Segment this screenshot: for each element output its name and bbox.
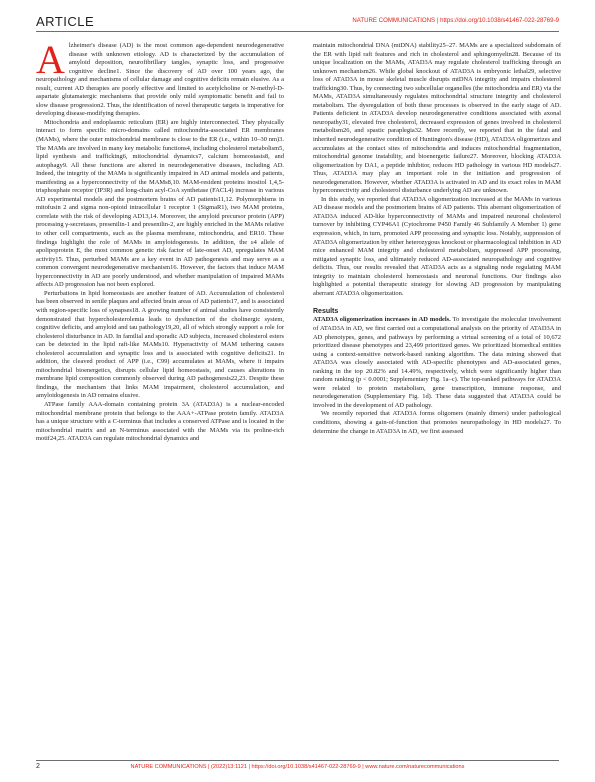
page-header	[36, 14, 559, 30]
intro-text: lzheimer's disease (AD) is the most common age-dependent neurodegenerative disease with unknown etiology. AD is characterized by the accumulation of amyloid deposition, neurofibrillary tangles, synaptic loss, and progressive cognitive decline1. Since the discovery of AD over 100 years ago, the neuropathology and mechanisms of cellular damage and cognitive deficits remain elusive. As a result, current AD therapies are poorly effective and limited to acetylcholine or N-methyl-D-aspartate glutamatergic mechanisms that provide only mild symptomatic benefit and fail to slow disease progression2. Thus, the identification of novel therapeutic targets is imperative for developing disease-modifying therapies.	[36, 42, 284, 118]
journal-reference[interactable]: NATURE COMMUNICATIONS | https://doi.org/10.1038/s41467-022-28769-9	[352, 17, 559, 24]
drop-cap: A	[36, 37, 65, 82]
header-divider	[36, 31, 559, 32]
right-column	[313, 42, 561, 436]
results-paragraph: We recently reported that ATAD3A forms oligomers (mainly dimers) under pathological conditions, showing a gain-of-function that promotes neuropathology in HD models27. To determine the change in ATAD3A in AD, we first assessed	[313, 410, 561, 435]
page-number: 2	[36, 763, 40, 770]
body-paragraph: Perturbations in lipid homeostasis are another feature of AD. Accumulation of cholesterol has been observed in senile plaques and affected brain areas of AD patients17, and is associated with region-specific loss of synapses18. A growing number of animal studies have consistently demonstrated that hypercholesterolemia leads to dysfunction of the cholinergic system, cognitive deficits, and amyloid and tau pathology19,20, all of which strongly support a role for cholesterol disturbance in AD. In familial and sporadic AD subjects, increased cholesterol esters can be detected in the lipid raft-like MAMs10. Hyperactivity of MAM tethering causes cholesterol accumulation and synaptic loss and is associated with cognitive deficits21. In addition, the cleaved product of APP (i.e., C99) accumulates at MAMs, where it impairs mitochondrial bioenergetics, disrupts cellular lipid homeostasis, and causes alterations in membrane lipid composition commonly observed during AD pathogenesis22,23. Despite these findings, the mechanism that links MAM impairment, cholesterol accumulation, and amyloidogenesis in AD remains elusive.	[36, 289, 284, 400]
results-subheading: ATAD3A oligomerization increases in AD models.	[313, 316, 451, 324]
body-paragraph: Mitochondria and endoplasmic reticulum (ER) are highly interconnected. They physically interact to form specific micro-domains called mitochondria-associated ER membranes (MAMs), where the outer mitochondrial membrane is close to the ER (i.e., within 10–30 nm)3. The MAMs are involved in many key metabolic functions4, including cholesterol metabolism5, lipid synthesis and trafficking6, mitochondrial dynamics7, calcium homeostasis8, and autophagy9. All these functions are altered in neurodegenerative diseases, including AD. Indeed, the integrity of the MAMs is significantly impaired in AD animal models and patients, manifesting as a hyperconnectivity of the MAMs8,10. MAM-resident proteins inositol 1,4,5-trisphosphate receptor (IP3R) and long-chain acyl-CoA synthetase (FACL4) increase in various AD experimental models and the postmortem brains of AD patients11,12. Polymorphisms in mitofusin 2 and sigma non-opioid intracellular 1 receptor 1 (SigmaR1), two MAM proteins, correlate with the risk of developing AD13,14. Moreover, the amyloid precursor protein (APP) processing γ-secretases, presenilin-1 and presenilin-2, are highly enriched in the MAMs relative to other cell compartments, such as the plasma membrane, mitochondria, and ER10. These findings highlight the role of MAMs in amyloidogenesis. In addition, the ε4 allele of apolipoprotein E, the most common genetic risk factor of late-onset AD, upregulates MAM activity15. Thus, perturbed MAMs are a key event in AD pathogenesis and may serve as a common convergent neurodegenerative mechanism16. However, the factors that induce MAM hyperconnectivity in AD are poorly understood, and whether manipulation of impaired MAMs affects AD progression has not been explored.	[36, 118, 284, 289]
body-paragraph: maintain mitochondrial DNA (mtDNA) stability25–27. MAMs are a specialized subdomain of the ER with lipid raft features and rich in cholesterol and sphingomyelin28. Because of its unique localization on the MAMs, ATAD3A may regulate cholesterol trafficking through an unknown mechanism26. While global knockout of ATAD3A is embryonic lethal29, selective loss of ATAD3A in mouse skeletal muscle disrupts mtDNA integrity and impairs cholesterol trafficking30. Thus, by connecting two subcellular organelles (the mitochondria and ER) via the MAMs, ATAD3A simultaneously regulates mitochondrial structure integrity and cholesterol metabolism. The dysregulation of both these processes is observed in the early stage of AD. Patients deficient in ATAD3A develop neurodegenerative conditions associated with axonal neuropathy31, elevated free cholesterol, decreased expression of genes involved in cholesterol metabolism26, and spastic paraplegia32. More recently, we reported that in the fatal and inherited neurodegenerative condition of Huntington's disease (HD), ATAD3A oligomerizes and accumulates at the contact sites of mitochondria and induces mitochondrial fragmentation, mitochondrial genome instability, and bioenergetic failure27. Moreover, blocking ATAD3A oligomerization by DA1, a peptide inhibitor, reduces HD pathology in various HD models27. Thus, ATAD3A may play an important role in the initiation and progression of neurodegeneration. However, whether ATAD3A is activated in AD and its exact roles in MAM hyperconnectivity and cholesterol disturbance underlying AD are unknown.	[313, 42, 561, 195]
left-column	[36, 37, 284, 444]
intro-paragraph	[36, 37, 284, 119]
results-paragraph	[313, 316, 561, 410]
section-label: ARTICLE	[36, 14, 95, 29]
body-paragraph: ATPase family AAA-domain containing protein 3A (ATAD3A) is a nuclear-encoded mitochondrial membrane protein that belongs to the AAA+-ATPase protein family. ATAD3A has a unique structure with a C-terminus that includes a conserved ATPase and is located in the mitochondrial matrix and an N-terminus associated with the MAMs via its proline-rich motif24,25. ATAD3A can regulate mitochondrial dynamics and	[36, 400, 284, 443]
results-heading: Results	[313, 308, 339, 316]
results-text: To investigate the molecular involvement of ATAD3A in AD, we first carried out a computational analysis on the priority of ATAD3A in AD phenotypes, genes, and pathways by performing a virtual screening of a total of 10,672 prioritized disease phenotypes and 23,499 prioritized genes. We prioritized biomedical entities using a context-sensitive network-based ranking algorithm. The data mining showed that ATAD3A was closely associated with AD-specific phenotypes and AD-associated genes, ranking in the top 20.82% and 14.49%, respectively, which were significantly higher than random ranking (p < 0.0001; Supplementary Fig. 1a–c). The top-ranked pathways for ATAD3A were related to protein metabolism, gene transcription, immune response, and neurodegeneration (Supplementary Fig. 1d). These data suggested that ATAD3A could be involved in the development of AD pathology.	[313, 316, 561, 409]
footer-divider	[36, 760, 559, 761]
body-paragraph: In this study, we reported that ATAD3A oligomerization increased at the MAMs in various AD disease models and the postmortem brains of AD patients. This aberrant oligomerization of ATAD3A induced AD-like hyperconnectivity of MAMs and impaired neuronal cholesterol turnover by inhibiting CYP46A1 (Cytochrome P450 Family 46 Subfamily A Member 1) gene expression, which, in turn, promoted APP processing and synaptic loss. Notably, suppression of ATAD3A oligomerization by either heterozygous knockout or pharmacological inhibition in AD mice enhanced MAM integrity and cholesterol metabolism, suppressed APP processing, mitigated synaptic loss, and ultimately reduced AD-associated neuropathology and cognitive deficits. Thus, our results revealed that ATAD3A acts as a signaling node regulating MAM integrity to maintain cholesterol homeostasis and neuronal functions. Our findings also highlighted a potential therapeutic strategy for slowing AD progression by manipulating aberrant ATAD3A oligomerization.	[313, 195, 561, 297]
footer-reference[interactable]: NATURE COMMUNICATIONS | (2022)13:1121 | https://doi.org/10.1038/s41467-022-28769-9 | www.nature.com/naturecommunications	[130, 764, 465, 770]
